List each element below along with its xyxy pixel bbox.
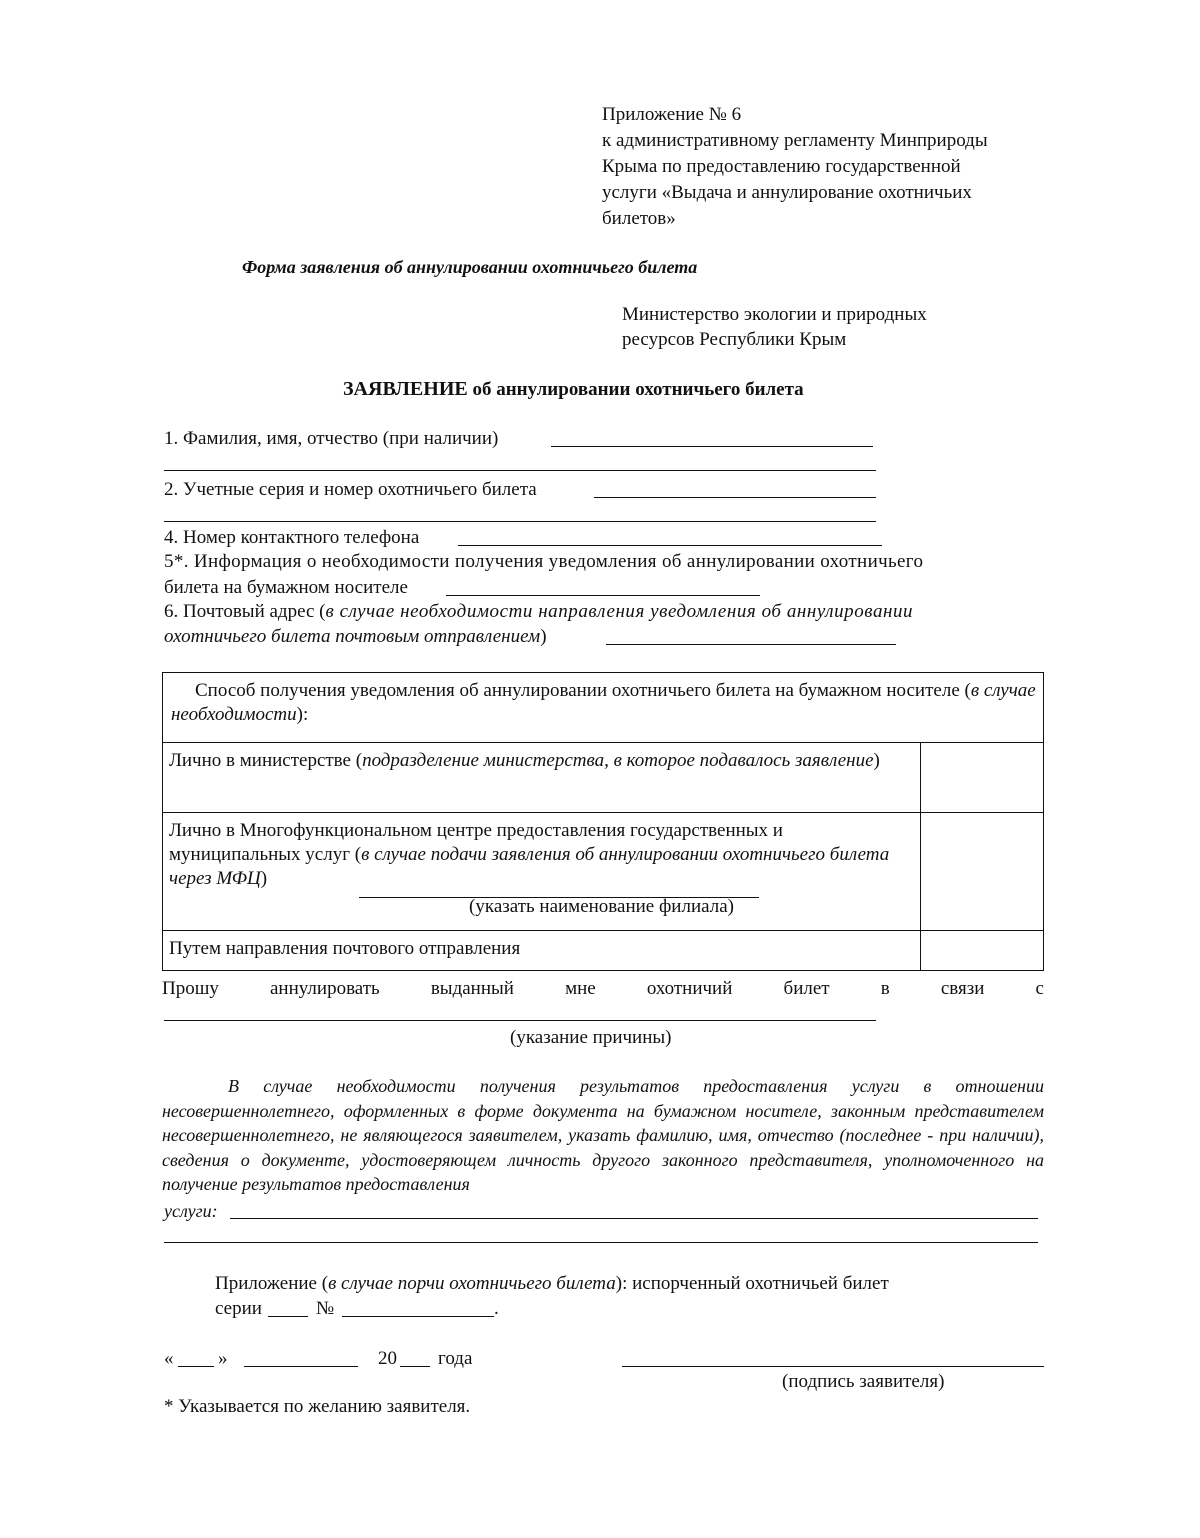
- attachment-number-label: №: [316, 1298, 335, 1319]
- request-word: в: [880, 978, 890, 999]
- document-title-main: ЗАЯВЛЕНИЕ: [343, 378, 468, 400]
- postal-address-note: в случае необходимости направления уведомления об аннулировании: [325, 601, 914, 622]
- method-option-ministry: [163, 743, 921, 813]
- header-line: Крыма по предоставлению государственной: [602, 156, 961, 177]
- document-title-rest: об аннулировании охотничьего билета: [467, 379, 804, 400]
- mfc-branch-hint: (указать наименование филиала): [469, 896, 734, 917]
- field-paper-notice-label-2: билета на бумажном носителе: [164, 577, 408, 598]
- field-paper-notice-label: [164, 550, 1044, 574]
- reason-hint: (указание причины): [510, 1027, 672, 1048]
- reason-input-line[interactable]: [164, 1020, 876, 1021]
- attachment-series-label: серии: [215, 1298, 262, 1319]
- date-year-input-line[interactable]: [400, 1366, 430, 1367]
- ticket-series-input-line[interactable]: [594, 497, 876, 498]
- delivery-method-header: [163, 673, 1044, 743]
- paper-notice-input-line[interactable]: [446, 595, 760, 596]
- request-word: мне: [565, 978, 596, 999]
- full-name-input-line-2[interactable]: [164, 470, 876, 471]
- header-line: услуги «Выдача и аннулирование охотничьих: [602, 182, 972, 203]
- postal-address-text: 6. Почтовый адрес (: [164, 601, 326, 622]
- attachment-note: в случае порчи охотничьего билета: [328, 1273, 616, 1294]
- method-ministry-note: подразделение министерства, в которое подавалось заявление: [362, 750, 874, 771]
- minor-services-label: услуги:: [164, 1201, 218, 1221]
- full-name-input-line[interactable]: [551, 446, 873, 447]
- header-line: к административному регламенту Минприроды: [602, 130, 988, 151]
- signature-input-line[interactable]: [622, 1366, 1044, 1367]
- recipient-line: ресурсов Республики Крым: [622, 329, 847, 350]
- request-word: аннулировать: [269, 978, 380, 999]
- method-header-text: Способ получения уведомления об аннулировании охотничьего билета на бумажном носителе (: [195, 680, 971, 701]
- method-mfc-end: ): [260, 868, 268, 889]
- appendix-header: [602, 102, 1082, 232]
- signature-hint: (подпись заявителя): [782, 1371, 945, 1392]
- field-phone-label: 4. Номер контактного телефона: [164, 527, 420, 548]
- attachment-text: Приложение (: [215, 1273, 329, 1294]
- method-ministry-checkbox[interactable]: [921, 743, 1044, 813]
- method-option-post: Путем направления почтового отправления: [163, 931, 921, 971]
- minor-representative-paragraph: В случае необходимости получения результатов предоставления услуги в отношении несовершеннолетнего, оформленных в форме документа на бумажном носителе, законным представителем несовершеннолетнего, не являющегося заявителем, указать фамилию, имя, отчество (последнее - при наличии), сведения о документе, удостоверяющем личность другого законного представителя, уполномоченного на получение результатов предоставления: [162, 1076, 1044, 1195]
- request-line: [162, 978, 1044, 1000]
- request-word: охотничий: [646, 978, 733, 999]
- method-header-end: ):: [296, 704, 309, 725]
- method-mfc-note: в случае подачи заявления об аннулировании охотничьего билета через МФЦ: [169, 844, 890, 889]
- date-year-prefix: 20: [378, 1348, 397, 1369]
- delivery-method-table: [162, 672, 1044, 971]
- field-postal-address-label-2: [164, 625, 547, 649]
- attachment-number-input-line[interactable]: [342, 1316, 494, 1317]
- method-mfc-text: Лично в Многофункциональном центре предоставления государственных и муниципальных услуг (: [169, 820, 783, 865]
- date-open-quote: «: [164, 1348, 174, 1369]
- paper-notice-text: 5*. Информация о необходимости получения уведомления об аннулировании охотничьего: [164, 551, 924, 572]
- phone-input-line[interactable]: [458, 545, 882, 546]
- minor-info-input-line[interactable]: [230, 1218, 1038, 1219]
- method-option-mfc: [163, 813, 921, 931]
- postal-address-paren: ): [540, 626, 547, 647]
- attachment-line: [215, 1272, 889, 1296]
- field-full-name-label: 1. Фамилия, имя, отчество (при наличии): [164, 428, 499, 449]
- field-ticket-series-label: 2. Учетные серия и номер охотничьего билета: [164, 479, 537, 500]
- attachment-end: ): испорченный охотничьей билет: [615, 1273, 889, 1294]
- request-word: выданный: [430, 978, 514, 999]
- request-word: билет: [783, 978, 830, 999]
- date-day-input-line[interactable]: [178, 1366, 214, 1367]
- method-mfc-checkbox[interactable]: [921, 813, 1044, 931]
- header-line: билетов»: [602, 208, 676, 229]
- header-line: Приложение № 6: [602, 104, 742, 125]
- attachment-series-input-line[interactable]: [268, 1316, 308, 1317]
- mfc-branch-input-line[interactable]: [359, 897, 759, 898]
- field-postal-address-label: [164, 600, 1044, 624]
- method-ministry-text: Лично в министерстве (: [169, 750, 363, 771]
- form-title: Форма заявления об аннулировании охотничьего билета: [242, 257, 698, 277]
- request-word: Прошу: [162, 978, 219, 999]
- method-header-note: в случае необходимости: [171, 680, 1036, 725]
- request-word: с: [1035, 978, 1044, 999]
- ticket-series-input-line-2[interactable]: [164, 521, 876, 522]
- postal-address-input-line[interactable]: [606, 644, 896, 645]
- date-close-quote: »: [218, 1348, 228, 1369]
- method-post-checkbox[interactable]: [921, 931, 1044, 971]
- postal-address-note-2: охотничьего билета почтовым отправлением: [164, 626, 541, 647]
- date-year-suffix: года: [438, 1348, 473, 1369]
- footnote: * Указывается по желанию заявителя.: [164, 1396, 471, 1417]
- date-month-input-line[interactable]: [244, 1366, 358, 1367]
- recipient-line: Министерство экологии и природных: [622, 304, 927, 325]
- request-word: связи: [940, 978, 985, 999]
- document-title: [343, 377, 804, 402]
- minor-info-input-line-2[interactable]: [164, 1242, 1038, 1243]
- attachment-period: .: [494, 1298, 499, 1319]
- method-ministry-end: ): [873, 750, 880, 771]
